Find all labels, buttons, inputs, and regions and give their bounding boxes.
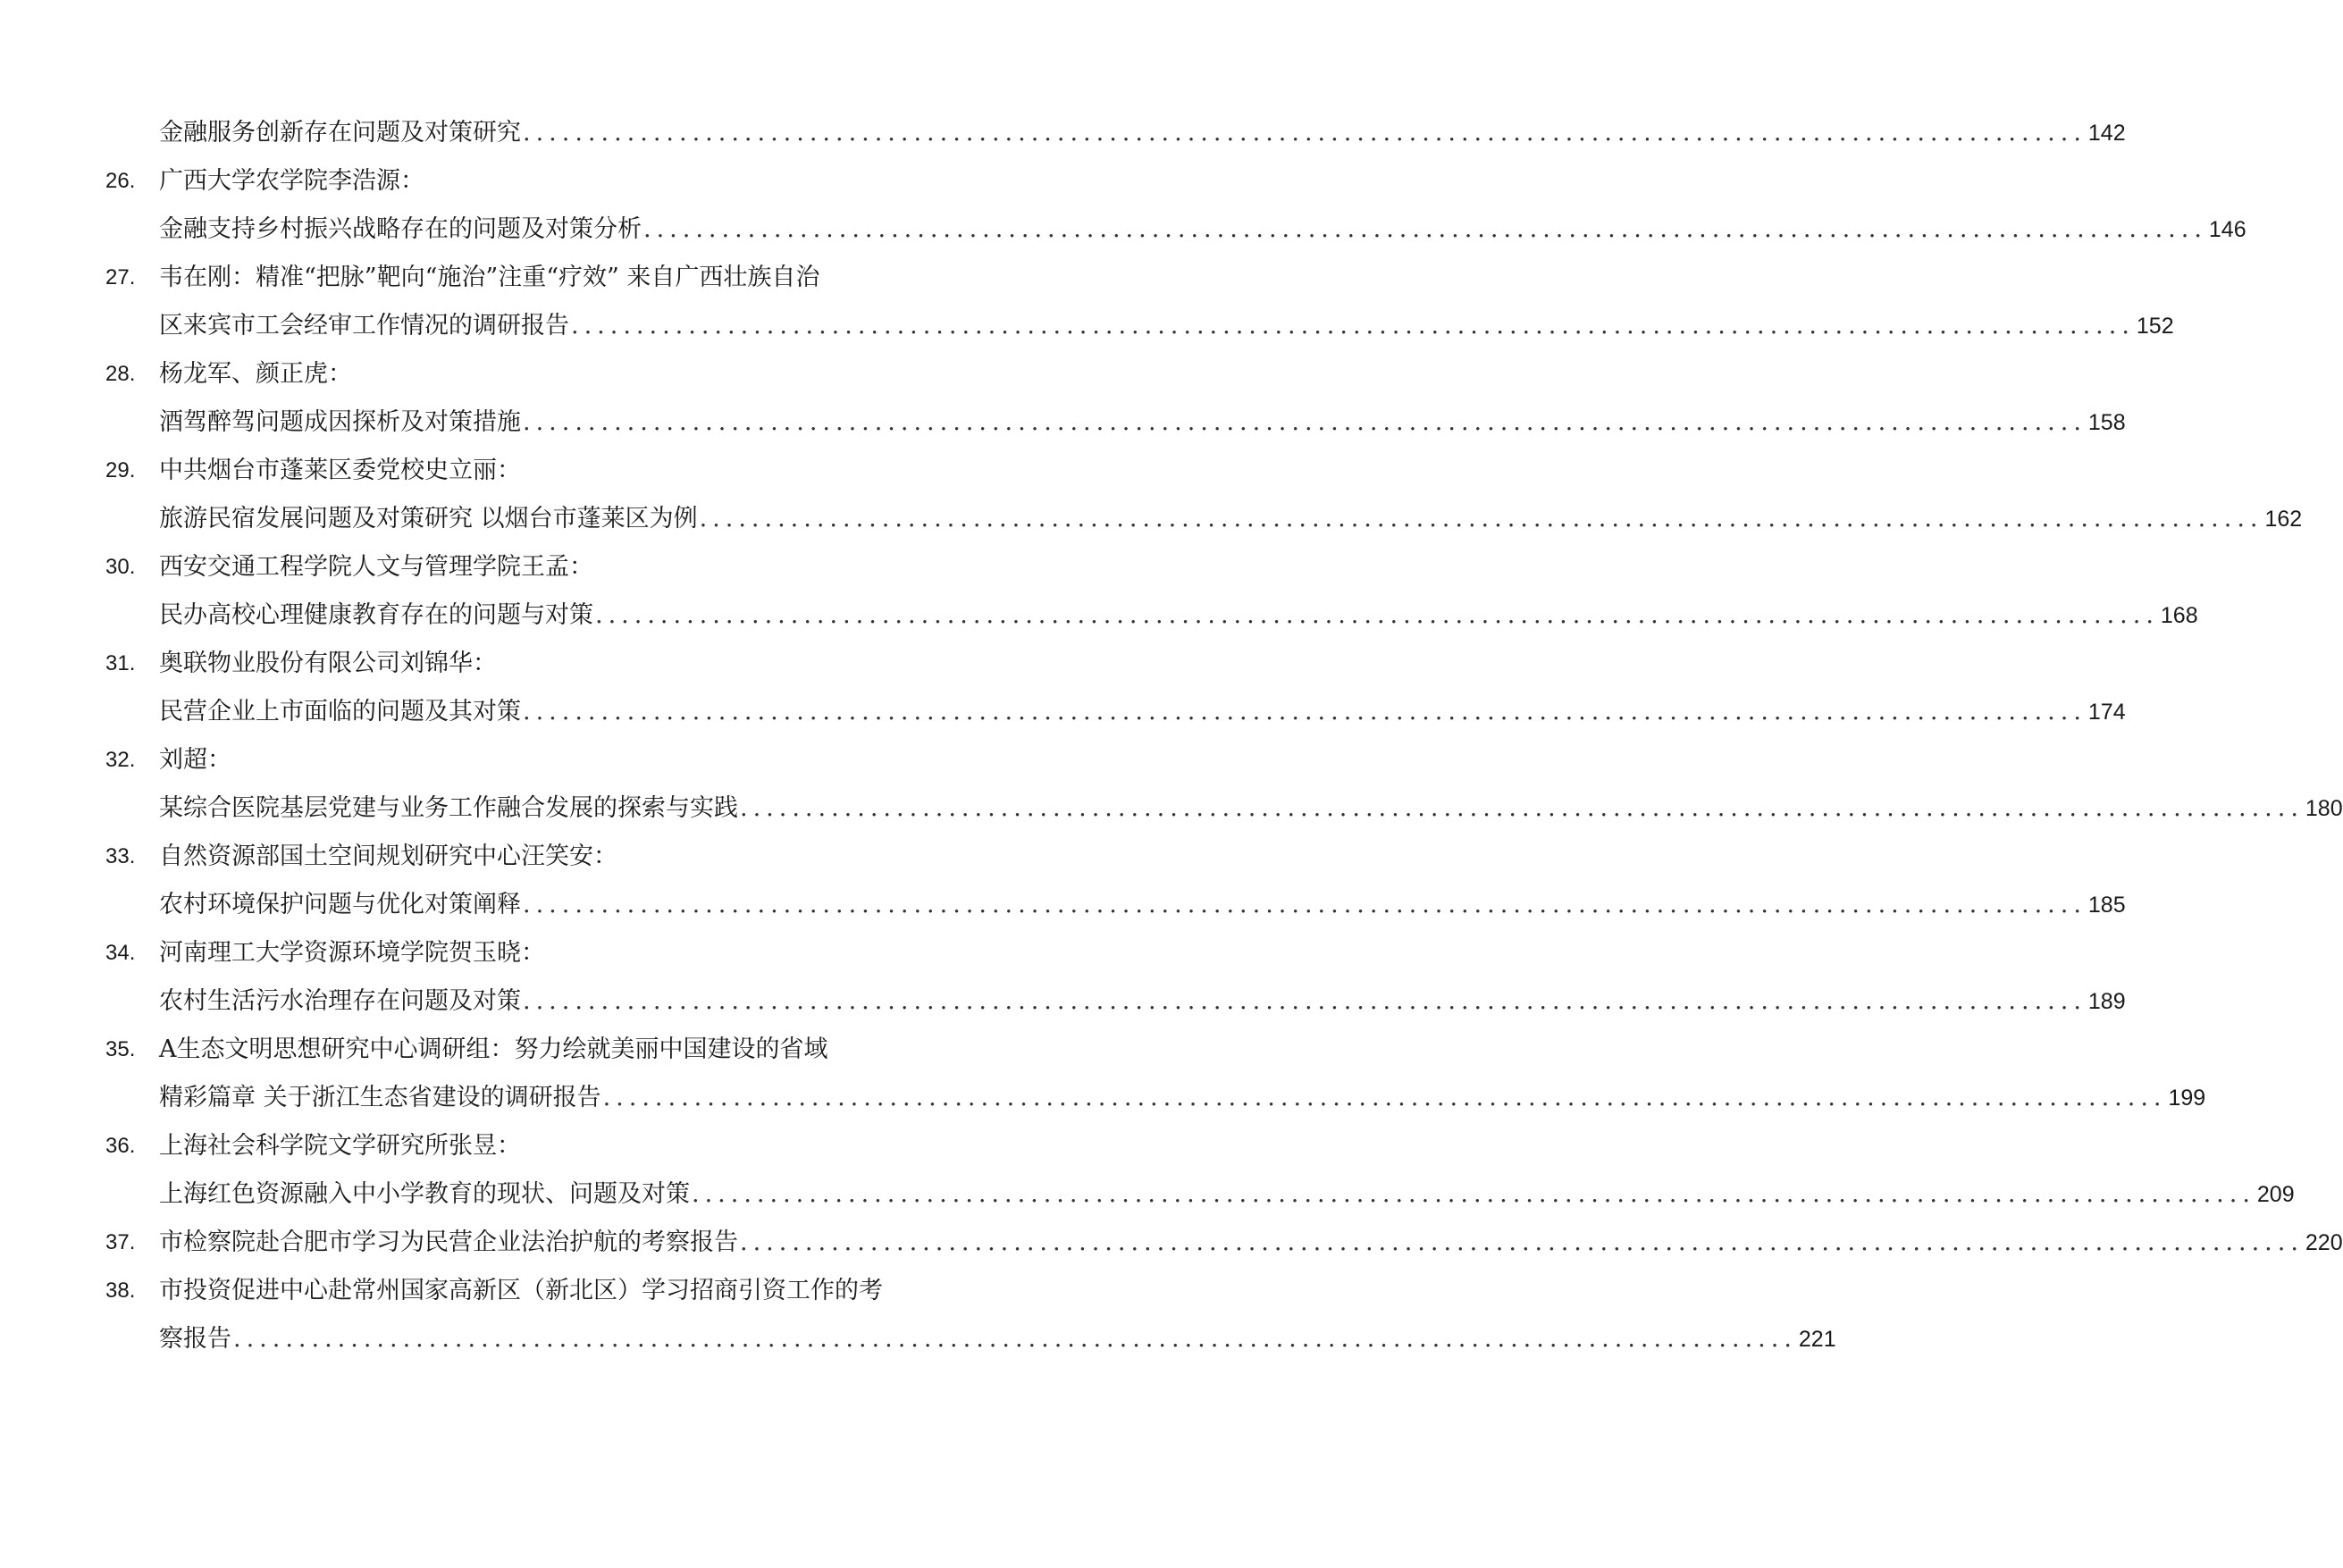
toc-entry — [105, 109, 2126, 157]
toc-page-number: 146 — [2208, 217, 2246, 242]
toc-entry-title: 刘超： — [159, 746, 231, 774]
toc-line — [105, 1219, 2343, 1267]
toc-entry — [105, 833, 2126, 929]
toc-line — [105, 350, 1008, 398]
toc-entry-title: 广西大学农学院李浩源： — [159, 167, 424, 195]
dot-leader: ........................................................................................................................ — [740, 1228, 2304, 1256]
dot-leader: ........................................................................................................................ — [740, 794, 2304, 822]
toc-line — [105, 688, 2126, 736]
toc-page-number: 158 — [2087, 410, 2126, 435]
toc-entry-title: 民办高校心理健康教育存在的问题与对策 — [159, 601, 593, 629]
toc-entry-title: 中共烟台市蓬莱区委党校史立丽： — [159, 457, 521, 484]
toc-line — [105, 205, 2246, 254]
toc-entry-number: 36. — [105, 1134, 136, 1158]
toc-line — [105, 1074, 2206, 1122]
toc-entry-title: 区来宾市工会经审工作情况的调研报告 — [159, 312, 569, 340]
toc-entry — [105, 640, 2126, 736]
dot-leader: ........................................................................................................................ — [643, 215, 2207, 243]
toc-entry-title: 农村环境保护问题与优化对策阐释 — [159, 891, 521, 918]
toc-entry-number: 28. — [105, 362, 136, 386]
toc-line — [105, 736, 1008, 784]
toc-page-number: 220 — [2305, 1230, 2343, 1255]
table-of-contents — [105, 109, 2343, 1363]
toc-line — [105, 1122, 1008, 1170]
dot-leader: ........................................................................................................................ — [692, 1180, 2255, 1208]
toc-entry-number: 26. — [105, 169, 136, 193]
toc-line — [105, 1267, 1008, 1315]
toc-entry-title: 旅游民宿发展问题及对策研究 以烟台市蓬莱区为例 — [159, 505, 698, 532]
toc-page-number: 162 — [2264, 507, 2303, 532]
toc-entry-number: 30. — [105, 555, 136, 579]
toc-entry — [105, 543, 2198, 640]
toc-entry-title: 奥联物业股份有限公司刘锦华： — [159, 650, 497, 677]
toc-line — [105, 254, 1008, 302]
toc-page-number: 209 — [2256, 1182, 2295, 1207]
toc-line — [105, 109, 2126, 157]
toc-entry-number: 38. — [105, 1279, 136, 1303]
toc-entry-title: 农村生活污水治理存在问题及对策 — [159, 987, 521, 1015]
toc-entry-title: 某综合医院基层党建与业务工作融合发展的探索与实践 — [159, 794, 738, 822]
toc-line — [105, 157, 1008, 205]
toc-line — [105, 543, 1008, 591]
toc-page-number: 174 — [2087, 700, 2126, 725]
toc-entry-number: 33. — [105, 844, 136, 868]
dot-leader: ........................................................................................................................ — [233, 1325, 1797, 1353]
toc-entry — [105, 1122, 2295, 1219]
toc-line — [105, 495, 2303, 543]
toc-line — [105, 447, 1008, 495]
toc-entry-title: 市检察院赴合肥市学习为民营企业法治护航的考察报告 — [159, 1228, 738, 1256]
toc-entry — [105, 254, 2174, 350]
toc-entry-title: 自然资源部国土空间规划研究中心汪笑安： — [159, 843, 617, 870]
toc-line — [105, 784, 2343, 833]
toc-entry — [105, 1026, 2206, 1122]
toc-entry-title: 上海红色资源融入中小学教育的现状、问题及对策 — [159, 1180, 690, 1208]
toc-line — [105, 833, 1008, 881]
toc-line — [105, 929, 1008, 977]
dot-leader: ........................................................................................................................ — [595, 601, 2159, 629]
toc-entry-title: 上海社会科学院文学研究所张昱： — [159, 1132, 521, 1160]
toc-entry — [105, 350, 2126, 447]
toc-line — [105, 1026, 1008, 1074]
toc-page-number: 152 — [2136, 314, 2174, 339]
toc-page-number: 199 — [2168, 1086, 2206, 1111]
toc-line — [105, 398, 2126, 447]
toc-entry-title: 杨龙军、颜正虎： — [159, 360, 352, 388]
toc-line — [105, 640, 1008, 688]
dot-leader: ........................................................................................................................ — [571, 312, 2135, 340]
toc-entry — [105, 447, 2303, 543]
toc-line — [105, 302, 2174, 350]
toc-entry-title: A生态文明思想研究中心调研组：努力绘就美丽中国建设的省域 — [159, 1036, 828, 1063]
toc-line — [105, 1315, 1836, 1363]
toc-entry-number: 34. — [105, 941, 136, 965]
dot-leader: ........................................................................................................................ — [523, 698, 2087, 725]
toc-page-number: 185 — [2087, 893, 2126, 918]
toc-line — [105, 591, 2198, 640]
dot-leader: ........................................................................................................................ — [523, 891, 2087, 918]
dot-leader: ........................................................................................................................ — [699, 505, 2263, 532]
dot-leader: ........................................................................................................................ — [523, 119, 2087, 147]
toc-entry — [105, 1267, 1836, 1363]
toc-entry-title: 民营企业上市面临的问题及其对策 — [159, 698, 521, 725]
toc-line — [105, 977, 2126, 1026]
toc-entry-number: 27. — [105, 265, 136, 289]
toc-entry-title: 察报告 — [159, 1325, 231, 1353]
toc-entry — [105, 929, 2126, 1026]
toc-entry-title: 韦在刚：精准“把脉”靶向“施治”注重“疗效” 来自广西壮族自治 — [159, 264, 820, 291]
toc-entry-number: 32. — [105, 748, 136, 772]
toc-entry-title: 精彩篇章 关于浙江生态省建设的调研报告 — [159, 1084, 601, 1111]
toc-page-number: 221 — [1798, 1327, 1836, 1352]
toc-entry — [105, 1219, 2343, 1267]
dot-leader: ........................................................................................................................ — [523, 408, 2087, 436]
toc-entry-number: 31. — [105, 651, 136, 675]
toc-line — [105, 881, 2126, 929]
toc-page-number: 180 — [2305, 796, 2343, 821]
dot-leader: ........................................................................................................................ — [523, 987, 2087, 1015]
toc-entry-title: 西安交通工程学院人文与管理学院王孟： — [159, 553, 593, 581]
toc-entry-number: 35. — [105, 1037, 136, 1061]
toc-entry-title: 酒驾醉驾问题成因探析及对策措施 — [159, 408, 521, 436]
toc-entry — [105, 736, 2343, 833]
toc-entry-title: 金融支持乡村振兴战略存在的问题及对策分析 — [159, 215, 642, 243]
toc-entry-number: 29. — [105, 458, 136, 482]
toc-entry-title: 金融服务创新存在问题及对策研究 — [159, 119, 521, 147]
toc-entry-title: 河南理工大学资源环境学院贺玉晓： — [159, 939, 545, 967]
toc-page-number: 168 — [2160, 603, 2198, 628]
toc-entry — [105, 157, 2246, 254]
toc-line — [105, 1170, 2295, 1219]
toc-entry-title: 市投资促进中心赴常州国家高新区（新北区）学习招商引资工作的考 — [159, 1277, 883, 1304]
dot-leader: ........................................................................................................................ — [602, 1084, 2167, 1111]
toc-entry-number: 37. — [105, 1230, 136, 1254]
toc-page-number: 189 — [2087, 989, 2126, 1014]
toc-page-number: 142 — [2087, 121, 2126, 146]
